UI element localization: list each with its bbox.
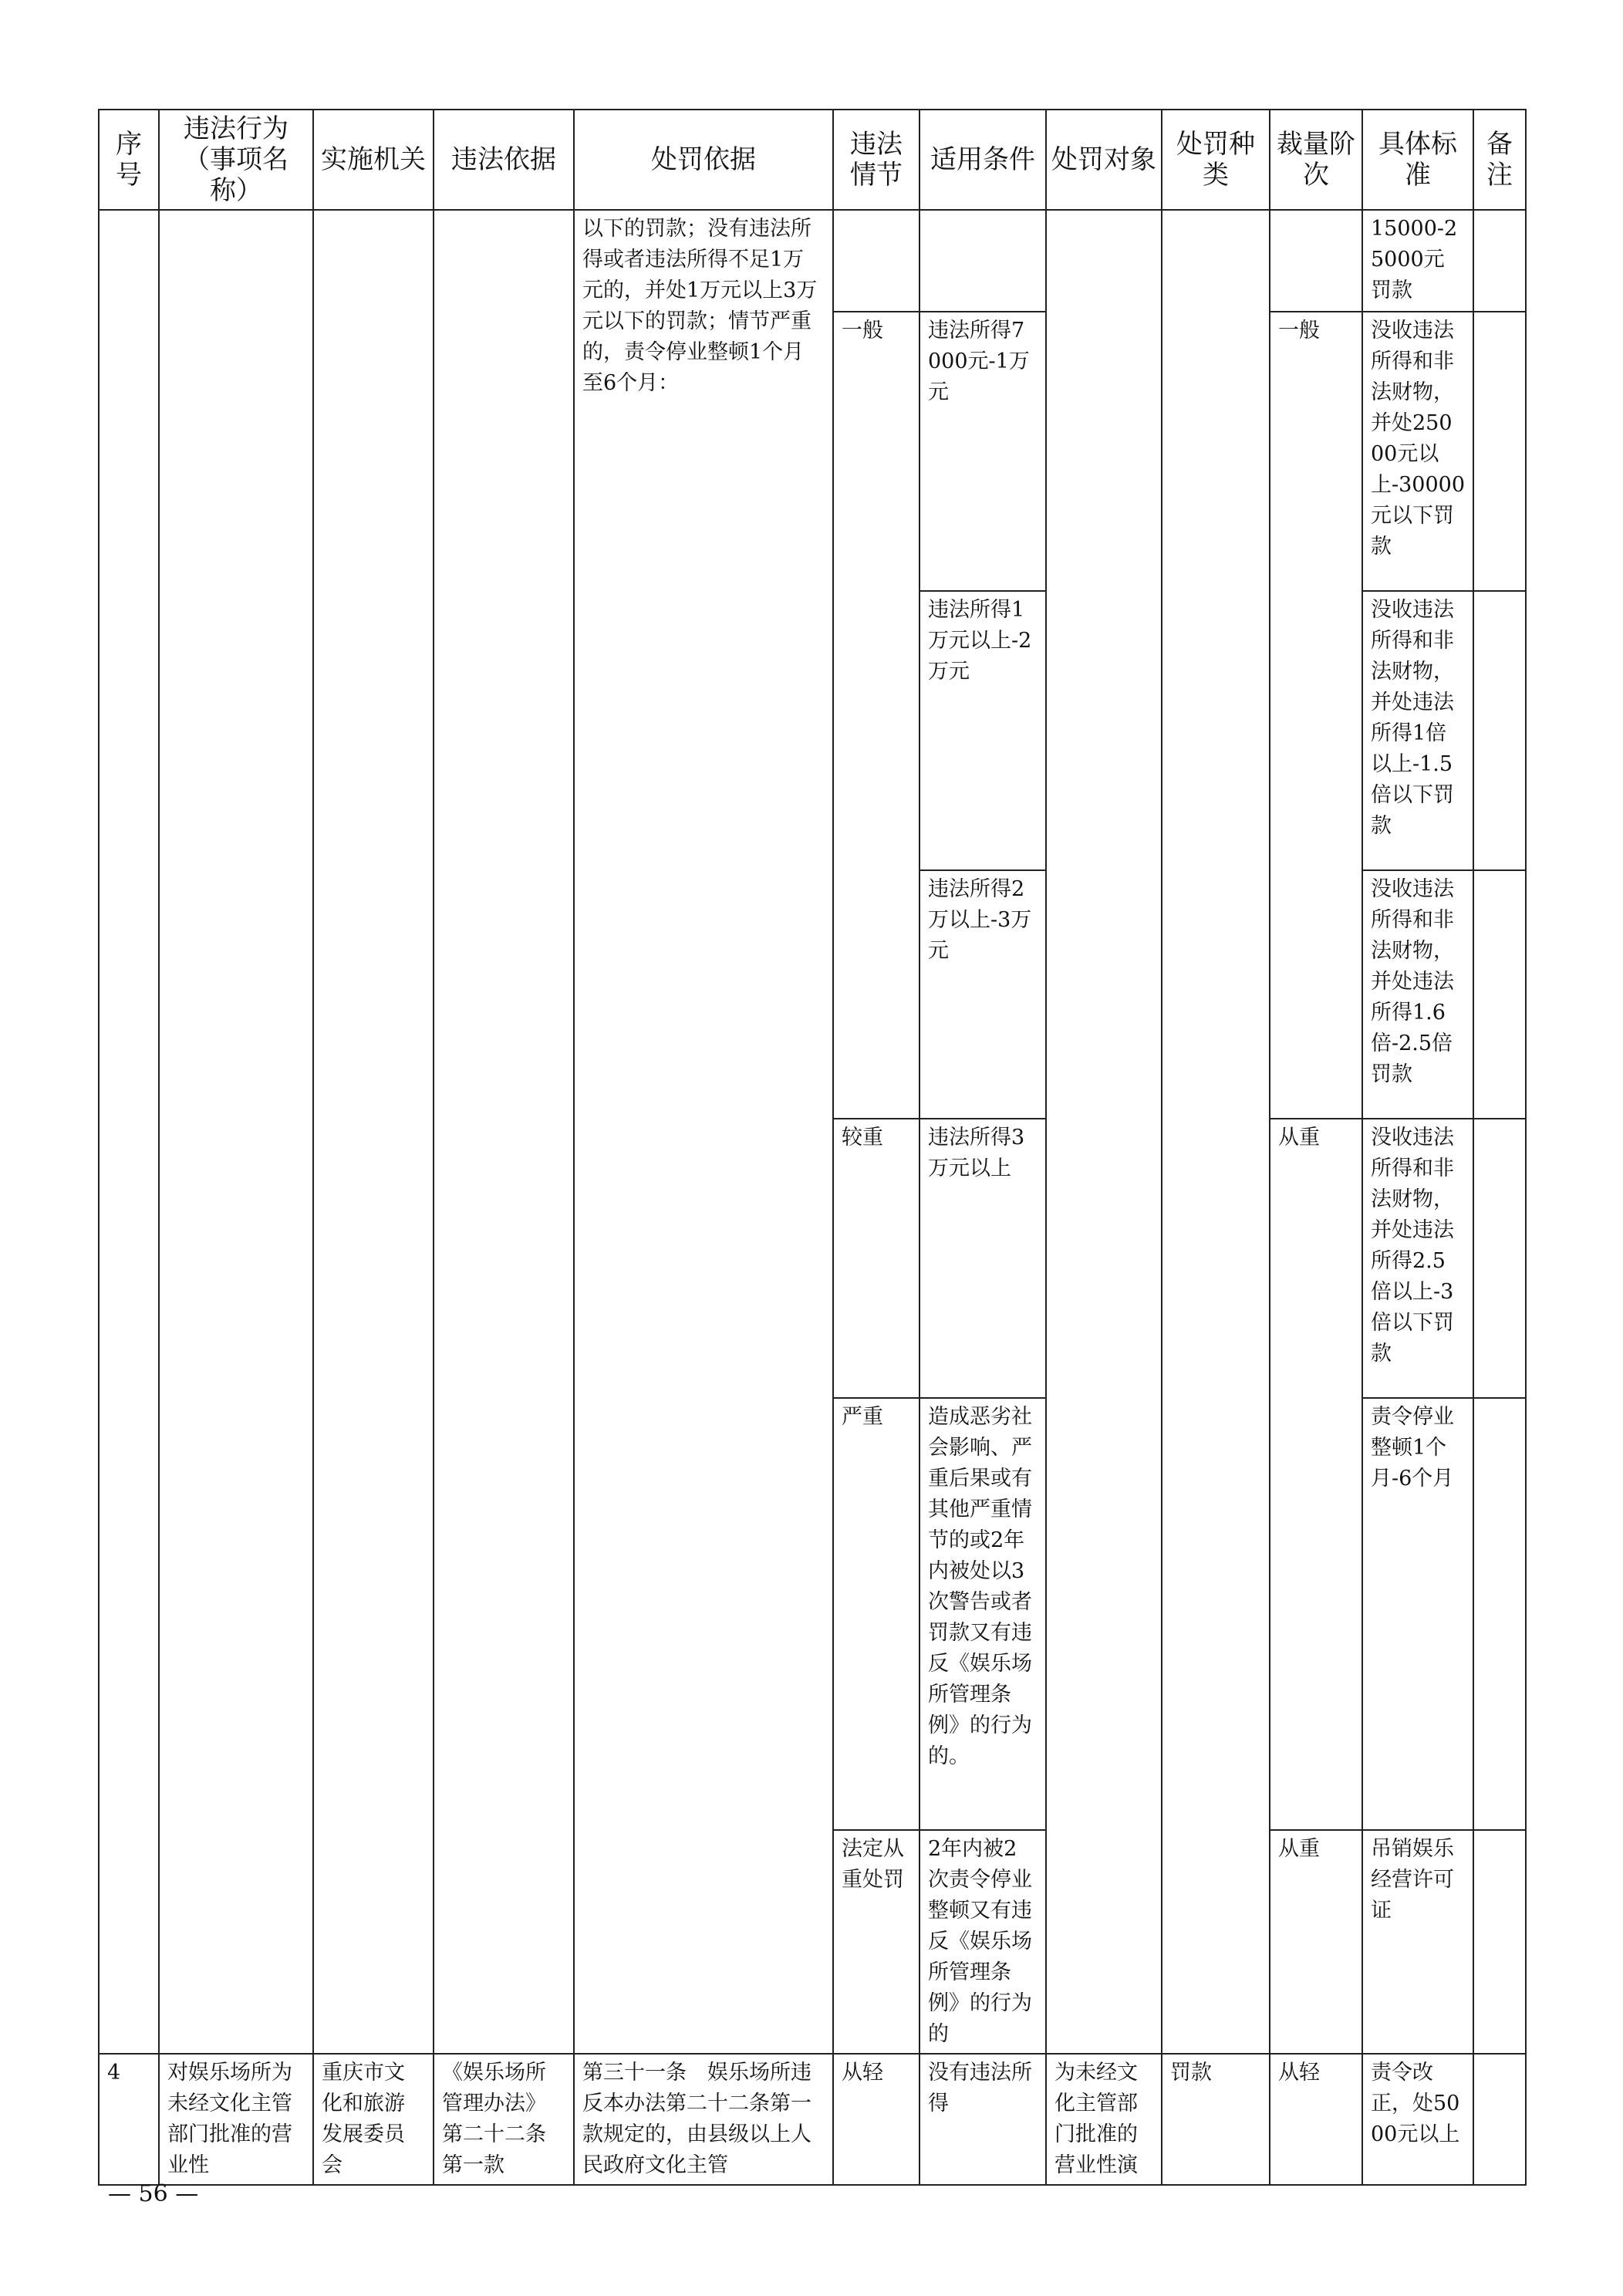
cell-condition: 违法所得3万元以上	[919, 1119, 1046, 1398]
cell-seq: 4	[99, 2054, 159, 2185]
table-row-item-4	[99, 2054, 1526, 2185]
table-row	[99, 210, 1526, 312]
cell-circumstance-general: 一般	[833, 312, 919, 1119]
cell-note	[1473, 312, 1526, 591]
cell-seq-cont	[99, 210, 159, 2054]
header-penalty-kind: 处罚种类	[1162, 110, 1270, 210]
cell-legal-basis-cont	[434, 210, 574, 2054]
header-circumstance: 违法情节	[833, 110, 919, 210]
cell-condition: 2年内被2次责令停业整顿又有违反《娱乐场所管理条例》的行为的	[919, 1830, 1046, 2054]
cell-stage-general: 一般	[1270, 312, 1362, 1119]
cell-note	[1473, 210, 1526, 312]
header-stage: 裁量阶次	[1270, 110, 1362, 210]
cell-target-cont	[1046, 210, 1162, 2054]
cell-stage: 从重	[1270, 1830, 1362, 2054]
cell-target: 为未经文化主管部门批准的营业性演	[1046, 2054, 1162, 2185]
cell-circumstance	[833, 210, 919, 312]
cell-standard: 15000-25000元罚款	[1362, 210, 1473, 312]
cell-standard: 吊销娱乐经营许可证	[1362, 1830, 1473, 2054]
header-standard: 具体标准	[1362, 110, 1473, 210]
cell-condition: 没有违法所得	[919, 2054, 1046, 2185]
cell-penalty-basis-cont: 以下的罚款；没有违法所得或者违法所得不足1万元的，并处1万元以上3万元以下的罚款；情节严重的，责令停业整顿1个月至6个月：	[574, 210, 833, 2054]
cell-circumstance-serious: 严重	[833, 1398, 919, 1830]
cell-standard: 责令停业整顿1个月-6个月	[1362, 1398, 1473, 1830]
cell-circumstance: 从轻	[833, 2054, 919, 2185]
header-legal-basis: 违法依据	[434, 110, 574, 210]
cell-standard: 责令改正，处5000元以上	[1362, 2054, 1473, 2185]
header-authority: 实施机关	[313, 110, 434, 210]
cell-note	[1473, 1119, 1526, 1398]
cell-violation: 对娱乐场所为未经文化主管部门批准的营业性	[159, 2054, 313, 2185]
page-number: — 56 —	[108, 2180, 199, 2207]
cell-penalty-basis: 第三十一条 娱乐场所违反本办法第二十二条第一款规定的，由县级以上人民政府文化主管	[574, 2054, 833, 2185]
header-violation: 违法行为（事项名称）	[159, 110, 313, 210]
cell-note	[1473, 1398, 1526, 1830]
cell-note	[1473, 591, 1526, 870]
cell-circumstance-heavier: 较重	[833, 1119, 919, 1398]
header-note: 备注	[1473, 110, 1526, 210]
cell-stage	[1270, 210, 1362, 312]
header-seq: 序号	[99, 110, 159, 210]
cell-penalty-kind: 罚款	[1162, 2054, 1270, 2185]
cell-note	[1473, 870, 1526, 1119]
cell-note	[1473, 1830, 1526, 2054]
cell-stage: 从轻	[1270, 2054, 1362, 2185]
cell-standard: 没收违法所得和非法财物，并处违法所得2.5倍以上-3倍以下罚款	[1362, 1119, 1473, 1398]
cell-authority-cont	[313, 210, 434, 2054]
cell-penalty-kind-cont	[1162, 210, 1270, 2054]
cell-standard: 没收违法所得和非法财物，并处25000元以上-30000元以下罚款	[1362, 312, 1473, 591]
cell-condition: 造成恶劣社会影响、严重后果或有其他严重情节的或2年内被处以3次警告或者罚款又有违反《娱乐场所管理条例》的行为的。	[919, 1398, 1046, 1830]
cell-standard: 没收违法所得和非法财物，并处违法所得1.6倍-2.5倍罚款	[1362, 870, 1473, 1119]
cell-circumstance-statutory: 法定从重处罚	[833, 1830, 919, 2054]
cell-stage-heavy: 从重	[1270, 1119, 1362, 1830]
cell-legal-basis: 《娱乐场所管理办法》第二十二条第一款	[434, 2054, 574, 2185]
cell-condition: 违法所得1万元以上-2万元	[919, 591, 1046, 870]
cell-violation-cont	[159, 210, 313, 2054]
cell-standard: 没收违法所得和非法财物，并处违法所得1倍以上-1.5倍以下罚款	[1362, 591, 1473, 870]
table-header-row	[99, 110, 1526, 210]
cell-condition: 违法所得7000元-1万元	[919, 312, 1046, 591]
header-target: 处罚对象	[1046, 110, 1162, 210]
cell-note	[1473, 2054, 1526, 2185]
cell-condition	[919, 210, 1046, 312]
penalty-standard-table	[98, 109, 1527, 2186]
cell-authority: 重庆市文化和旅游发展委员会	[313, 2054, 434, 2185]
header-penalty-basis: 处罚依据	[574, 110, 833, 210]
cell-condition: 违法所得2万以上-3万元	[919, 870, 1046, 1119]
header-condition: 适用条件	[919, 110, 1046, 210]
